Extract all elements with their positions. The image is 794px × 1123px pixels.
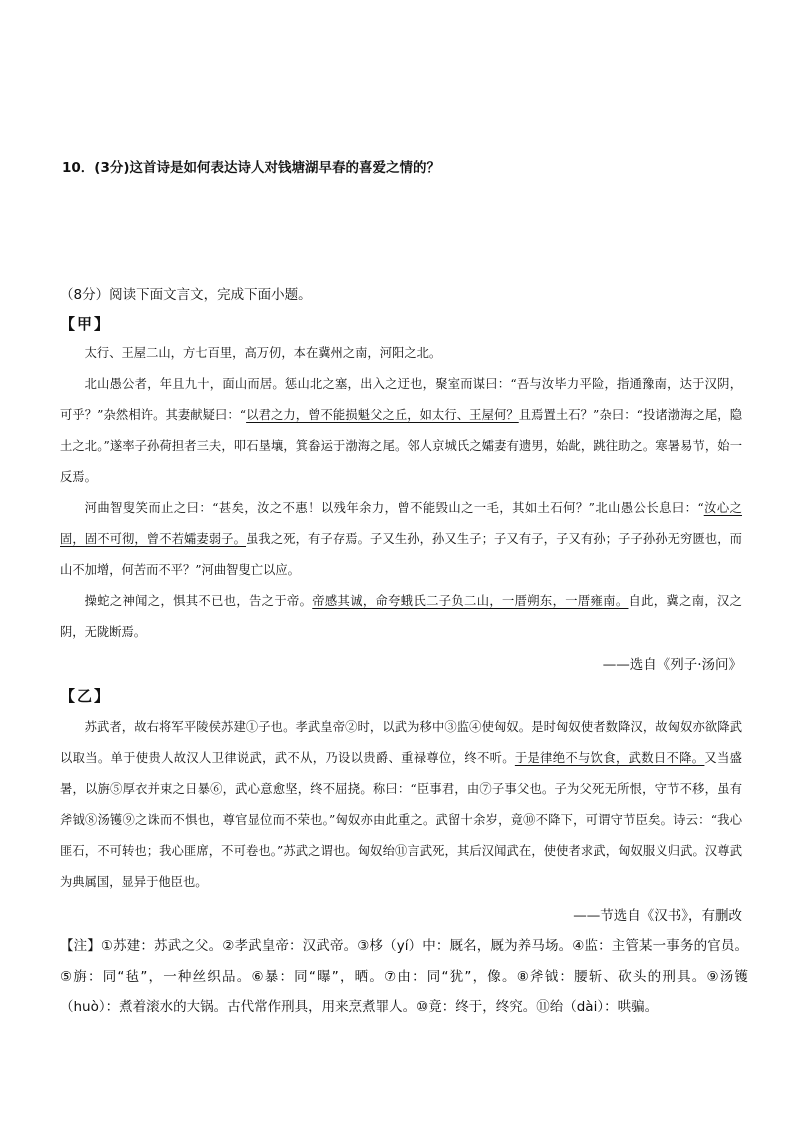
- passage-yi-label: 【乙】: [60, 687, 112, 705]
- jia-paragraph: 河曲智叟笑而止之曰：“甚矣，汝之不惠！以残年余力，曾不能毁山之一毛，其如土石何？”北山愚公长息曰：“汝心之固，固不可彻，曾不若孀妻弱子。虽我之死，有子存焉。子又生孙，孙又生子；子又有子，子又有孙；子子孙孙无穷匮也，而山不加增，何苦而不平？”河曲智叟亡以应。: [60, 501, 742, 577]
- jia-paragraph: 北山愚公者，年且九十，面山而居。惩山北之塞，出入之迂也，聚室而谋曰：“吾与汝毕力平险，指通豫南，达于汉阴，可乎？”杂然相许。其妻献疑曰：“以君之力，曾不能损魁父之丘，如太行、王屋何？且焉置土石？”杂曰：“投诸渤海之尾，隐土之北。”遂率子孙荷担者三夫，叩石垦壤，箕畚运于渤海之尾。邻人京城氏之孀妻有遗男，始龀，跳往助之。寒暑易节，始一反焉。: [60, 377, 742, 484]
- passage-jia-label: 【甲】: [60, 315, 112, 333]
- notes-text: 【注】①苏建：苏武之父。②孝武皇帝：汉武帝。③栘（yí）中：厩名，厩为养马场。④监：主管某一事务的官员。⑤旃：同“毡”，一种丝织品。⑥暴：同“曝”，晒。⑦由：同“犹”，像。⑧斧钺：腰斩、砍头的刑具。⑨汤镬（huò）：煮着滚水的大锅。古代常作刑具，用来烹煮罪人。⑩竟：终于，终究。⑪绐（dài）：哄骗。: [60, 938, 748, 1015]
- question-10: 10．(3分)这首诗是如何表达诗人对钱塘湖早春的喜爱之情的？: [62, 160, 441, 176]
- jia-paragraph: 太行、王屋二山，方七百里，高万仞，本在冀州之南，河阳之北。: [84, 346, 442, 360]
- reading-intro: （8分）阅读下面文言文，完成下面小题。: [60, 287, 312, 303]
- yi-paragraph: 苏武者，故右将军平陵侯苏建①子也。孝武皇帝②时，以武为移中③监④使匈奴。是时匈奴使者数降汉，故匈奴亦欲降武以取当。单于使贵人故汉人卫律说武，武不从，乃设以贵爵、重禄尊位，终不听。于是律绝不与饮食，武数日不降。又当盛暑，以旃⑤厚衣并束之日暴⑥，武心意愈坚，终不屈挠。称曰：“臣事君，由⑦子事父也。子为父死无所恨，守节不移，虽有斧钺⑧汤镬⑨之诛而不惧也，尊官显位而不荣也。”匈奴亦由此重之。武留十余岁，竟⑩不降下，可谓守节臣矣。诗云：“我心匪石，不可转也；我心匪席，不可卷也。”苏武之谓也。匈奴绐⑪言武死，其后汉闻武在，使使者求武，匈奴服义归武。汉尊武为典属国，显异于他臣也。: [60, 720, 742, 889]
- annotation-notes: [60, 931, 748, 1023]
- passage-jia-source: ——选自《列子·汤问》: [602, 657, 742, 673]
- passage-jia: [60, 338, 742, 648]
- jia-paragraph: 操蛇之神闻之，惧其不已也，告之于帝。帝感其诚，命夸蛾氏二子负二山，一厝朔东，一厝雍南。自此，冀之南，汉之阴，无陇断焉。: [60, 594, 742, 639]
- passage-yi-source: ——节选自《汉书》，有删改: [573, 908, 742, 924]
- passage-yi: [60, 712, 742, 898]
